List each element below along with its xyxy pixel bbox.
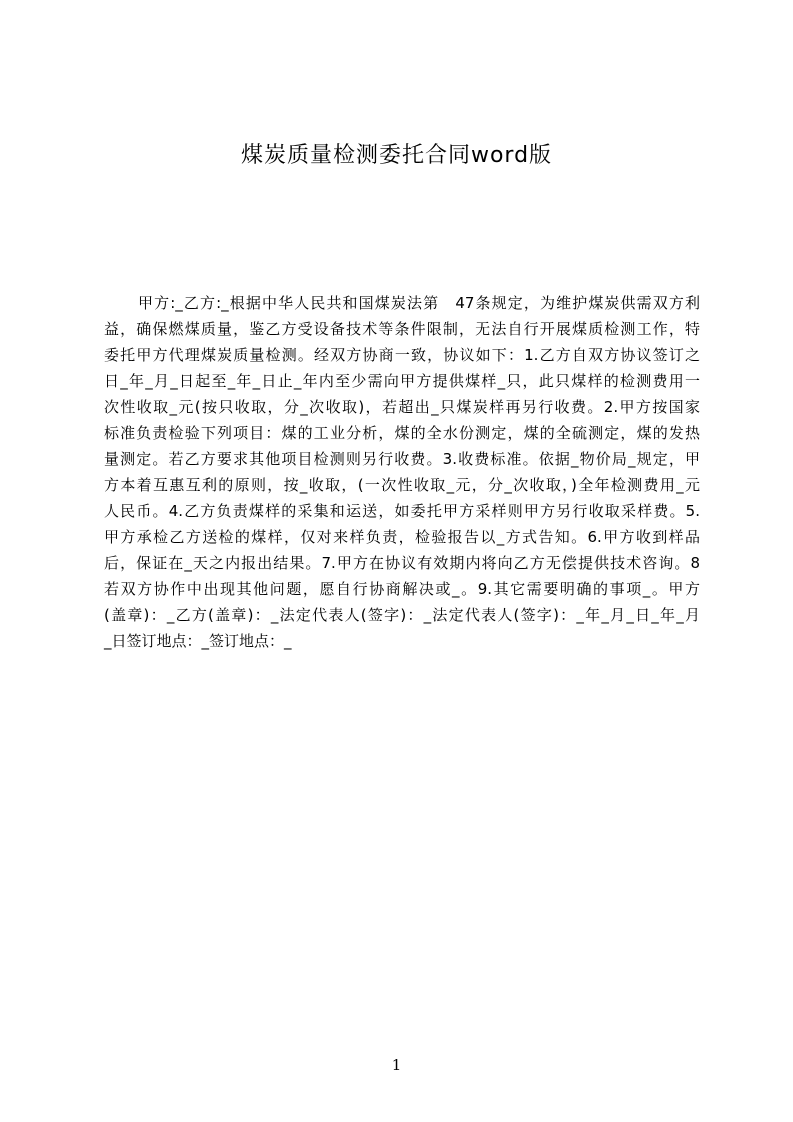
body-line: 次性收取_元(按只收取，分_次收取)，若超出_只煤炭样再另行收费。2.甲方按国家 — [104, 398, 700, 416]
body-line: 甲方:_乙方:_根据中华人民共和国煤炭法第 47条规定，为维护煤炭供需双方利 — [138, 294, 700, 312]
body-line: 若双方协作中出现其他问题，愿自行协商解决或_。9.其它需要明确的事项_。甲方 — [104, 580, 700, 598]
body-line: 甲方承检乙方送检的煤样，仅对来样负责，检验报告以_方式告知。6.甲方收到样品 — [104, 528, 700, 546]
body-line: _日签订地点：_签订地点：_ — [104, 632, 292, 650]
body-line: 量测定。若乙方要求其他项目检测则另行收费。3.收费标准。依据_物价局_规定，甲 — [104, 450, 700, 468]
body-line: (盖章)：_乙方(盖章)：_法定代表人(签字)：_法定代表人(签字)：_年_月_日_年_月 — [104, 606, 700, 624]
body-line: 益，确保燃煤质量，鉴乙方受设备技术等条件限制，无法自行开展煤质检测工作，特 — [104, 320, 700, 338]
page-number: 1 — [391, 1056, 402, 1074]
body-line: 人民币。4.乙方负责煤样的采集和运送，如委托甲方采样则甲方另行收取采样费。5. — [104, 502, 700, 520]
body-line: 后，保证在_天之内报出结果。7.甲方在协议有效期内将向乙方无偿提供技术咨询。8 — [104, 554, 700, 572]
body-line: 方本着互惠互利的原则，按_收取，(一次性收取_元，分_次收取，)全年检测费用_元 — [104, 476, 700, 494]
body-line: 标准负责检验下列项目：煤的工业分析，煤的全水份测定，煤的全硫测定，煤的发热 — [104, 424, 700, 442]
body-line: 委托甲方代理煤炭质量检测。经双方协商一致，协议如下：1.乙方自双方协议签订之 — [104, 346, 700, 364]
contract-body — [104, 290, 700, 654]
body-line: 日_年_月_日起至_年_日止_年内至少需向甲方提供煤样_只，此只煤样的检测费用一 — [104, 372, 700, 390]
document-title: 煤炭质量检测委托合同word版 — [240, 143, 553, 168]
